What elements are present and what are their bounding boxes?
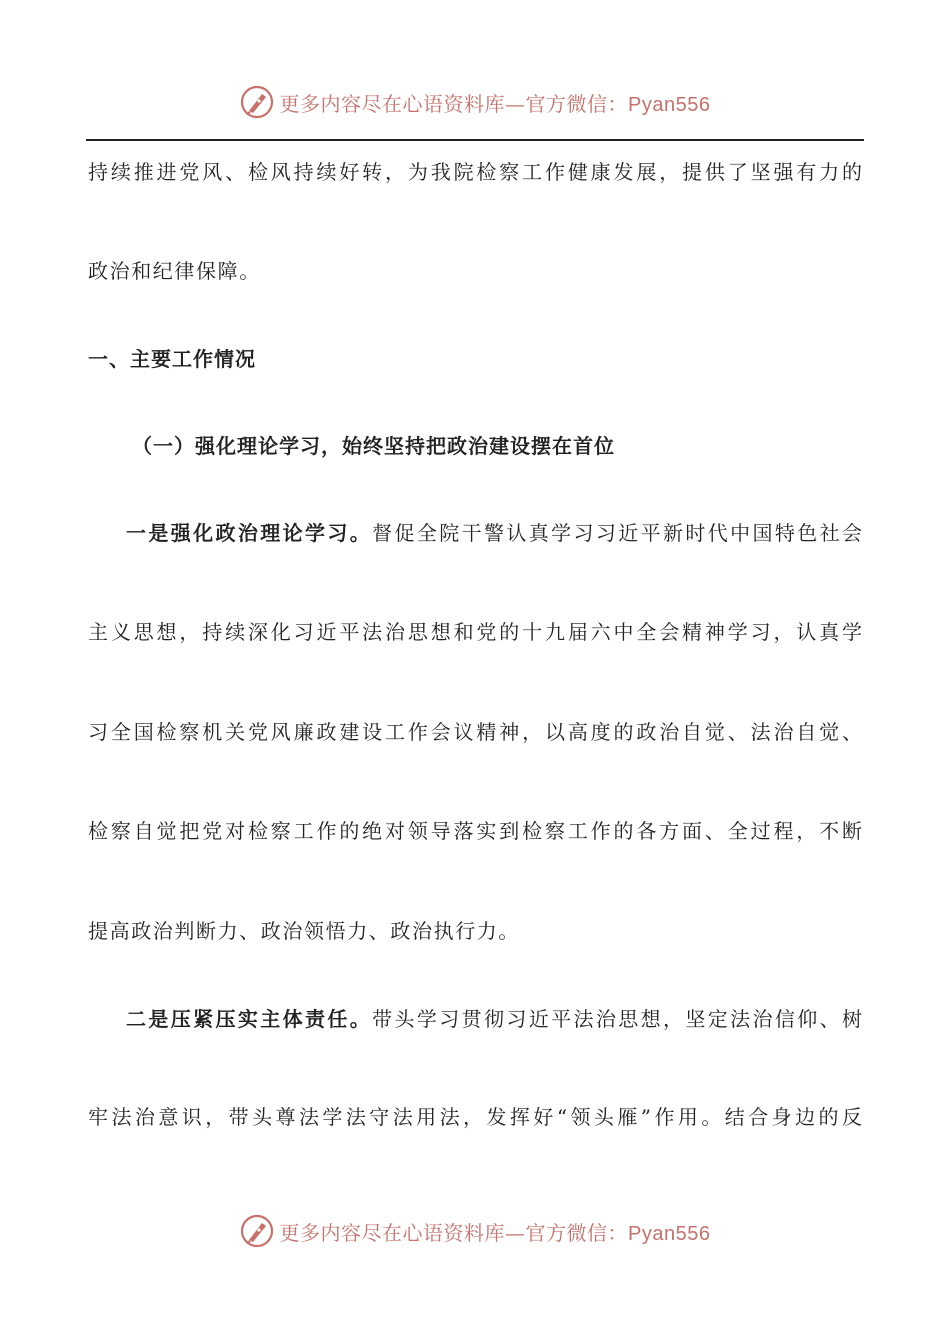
banner-wechat-id: Pyan556: [628, 1222, 711, 1245]
subsection-heading: （一）强化理论学习，始终坚持把政治建设摆在首位: [132, 434, 615, 458]
pen-nib-logo-icon: [240, 85, 274, 119]
pen-nib-logo-icon: [240, 1214, 274, 1248]
p1-line-5: 提高政治判断力、政治领悟力、政治执行力。: [88, 919, 520, 943]
p1-line-2: 主义思想，持续深化习近平法治思想和党的十九届六中全会精神学习，认真学: [88, 620, 862, 644]
p1-lead: 一是强化政治理论学习。: [126, 521, 373, 545]
p1-line-3: 习全国检察机关党风廉政建设工作会议精神，以高度的政治自觉、法治自觉、: [88, 720, 862, 744]
p1-line-4: 检察自觉把党对检察工作的绝对领导落实到检察工作的各方面、全过程，不断: [88, 819, 862, 843]
p2-lead: 二是压紧压实主体责任。: [126, 1007, 373, 1031]
intro-line-2: 政治和纪律保障。: [88, 259, 261, 283]
banner-label: 更多内容尽在心语资料库—官方微信：: [279, 1220, 629, 1245]
p1-line-1: [126, 520, 862, 546]
banner-text: [280, 1217, 711, 1246]
header-divider: [86, 139, 864, 141]
p1-line-1-rest: 督促全院干警认真学习习近平新时代中国特色社会: [372, 521, 862, 545]
p2-line-1-rest: 带头学习贯彻习近平法治思想，坚定法治信仰、树: [372, 1007, 862, 1031]
section-heading: 一、主要工作情况: [88, 347, 256, 371]
footer-banner: [0, 1211, 950, 1251]
intro-line-1: 持续推进党风、检风持续好转，为我院检察工作健康发展，提供了坚强有力的: [88, 160, 862, 184]
header-banner: [0, 82, 950, 122]
banner-label: 更多内容尽在心语资料库—官方微信：: [279, 91, 629, 116]
p2-line-2: 牢法治意识，带头尊法学法守法用法，发挥好“领头雁”作用。结合身边的反: [88, 1105, 862, 1129]
banner-wechat-id: Pyan556: [628, 93, 711, 116]
p2-line-1: [126, 1006, 862, 1032]
banner-text: [280, 88, 711, 117]
